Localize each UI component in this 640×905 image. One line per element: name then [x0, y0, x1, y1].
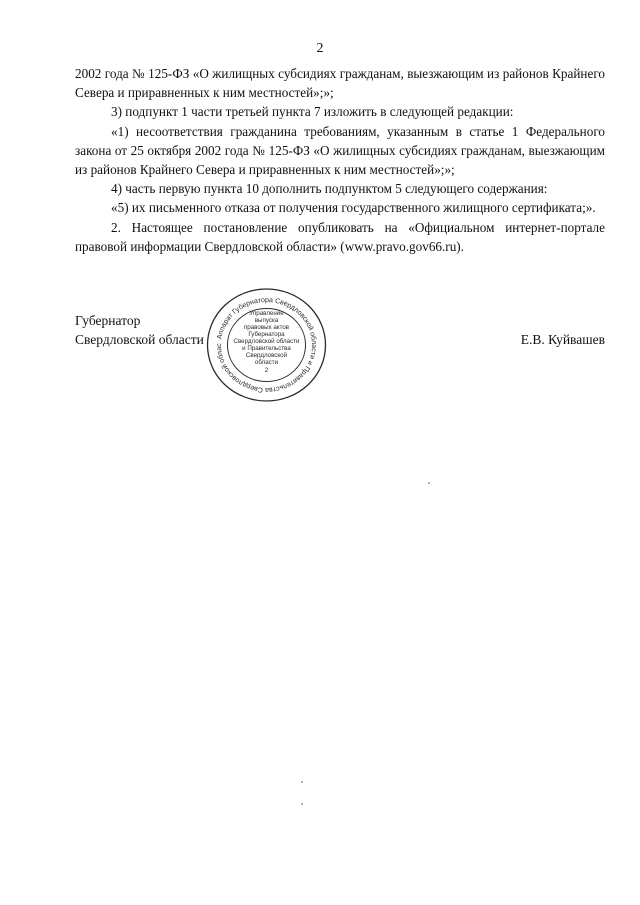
paragraph-item-3: 3) подпункт 1 части третьей пункта 7 изложить в следующей редакции:	[111, 104, 514, 120]
stamp-center-line: области	[254, 359, 279, 366]
stamp-center-line: Свердловской области	[233, 338, 300, 345]
page-number: 2	[316, 41, 324, 56]
paragraph-publication: 2. Настоящее постановление опубликовать на «Официальном интернет-портале правовой информации Свердловской области» (www.pravo.gov66.ru).	[75, 219, 605, 254]
paragraph-continuation: 2002 года № 125-ФЗ «О жилищных субсидиях гражданам, выезжающим из районов Крайнего Севера и приравненных к ним местностей»;»;	[75, 66, 605, 101]
scan-speck	[301, 803, 303, 805]
body-text	[75, 64, 605, 256]
stamp-center-line: правовых актов	[243, 324, 290, 331]
signature-block	[75, 311, 605, 371]
stamp-center-line: Губернатора	[248, 331, 285, 338]
stamp-center-line: выпуска	[254, 317, 279, 324]
scan-speck	[428, 482, 430, 484]
signature-title	[75, 311, 204, 349]
stamp-ring-text: Аппарат Губернатора Свердловской области и Правительства Свердловской облас	[215, 296, 318, 394]
stamp-center-line: Управление	[249, 310, 284, 317]
official-stamp	[205, 287, 328, 403]
signature-title-line1: Губернатор	[75, 313, 141, 328]
stamp-center-line: 2	[264, 367, 269, 374]
paragraph-quote-1: «1) несоответствия гражданина требованиям, указанным в статье 1 Федерального закона от 25 октября 2002 года № 125-ФЗ «О жилищных субсидиях гражданам, выезжающим из районов Крайнего Севера и приравненных к ним местностей»;»;	[75, 123, 605, 178]
signature-title-line2: Свердловской области	[75, 332, 204, 347]
paragraph-item-4: 4) часть первую пункта 10 дополнить подпунктом 5 следующего содержания:	[111, 181, 548, 197]
stamp-center-line: Свердловской	[245, 352, 288, 359]
signature-name: Е.В. Куйвашев	[520, 332, 605, 347]
paragraph-quote-5: «5) их письменного отказа от получения государственного жилищного сертификата;».	[111, 200, 596, 216]
scan-speck	[301, 781, 303, 783]
stamp-center-line: и Правительства	[242, 345, 291, 352]
